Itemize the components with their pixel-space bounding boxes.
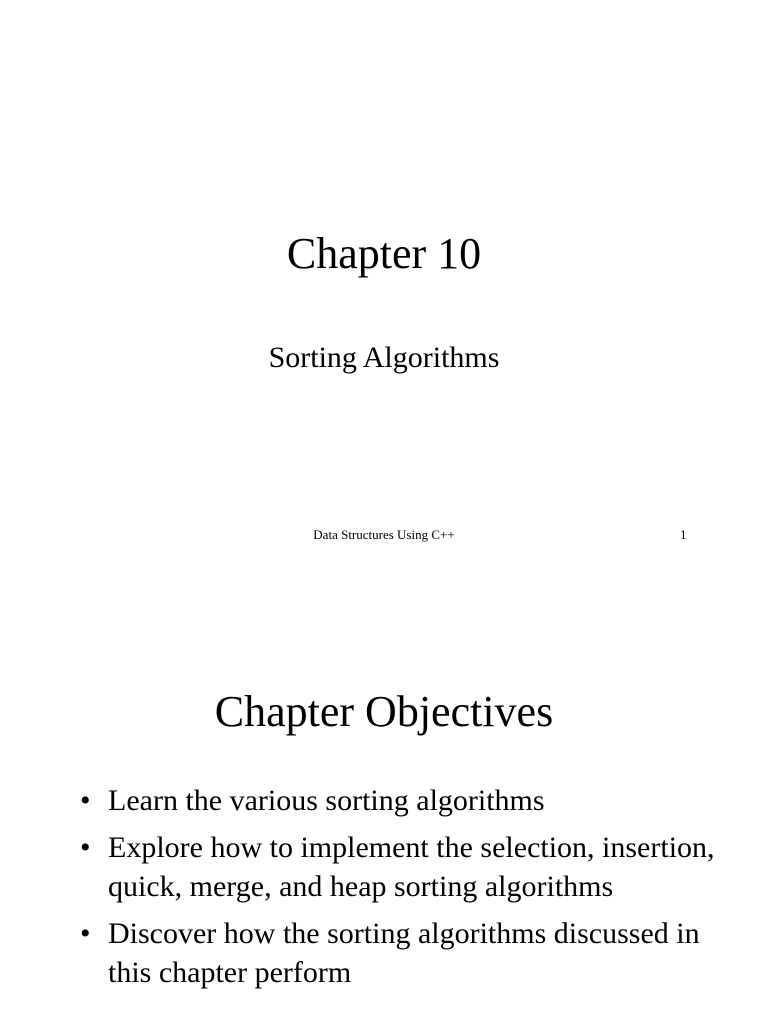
objectives-list	[80, 781, 740, 1000]
objectives-title: Chapter Objectives	[214, 687, 554, 736]
chapter-subtitle: Sorting Algorithms	[268, 341, 500, 374]
bullet-icon: •	[80, 831, 91, 864]
objective-item	[80, 781, 740, 820]
objective-text: Discover how the sorting algorithms discussed in this chapter perform	[108, 917, 700, 989]
bullet-icon: •	[80, 784, 91, 817]
objective-text: Explore how to implement the selection, insertion, quick, merge, and heap sorting algorithms	[108, 831, 715, 903]
slide-2	[0, 576, 768, 1024]
objective-item	[80, 828, 740, 906]
slide-footer: Data Structures Using C++	[313, 527, 455, 542]
chapter-title: Chapter 10	[286, 229, 482, 278]
bullet-icon: •	[80, 917, 91, 950]
objective-text: Learn the various sorting algorithms	[108, 784, 545, 817]
objective-item	[80, 914, 740, 992]
page-number: 1	[680, 527, 687, 542]
